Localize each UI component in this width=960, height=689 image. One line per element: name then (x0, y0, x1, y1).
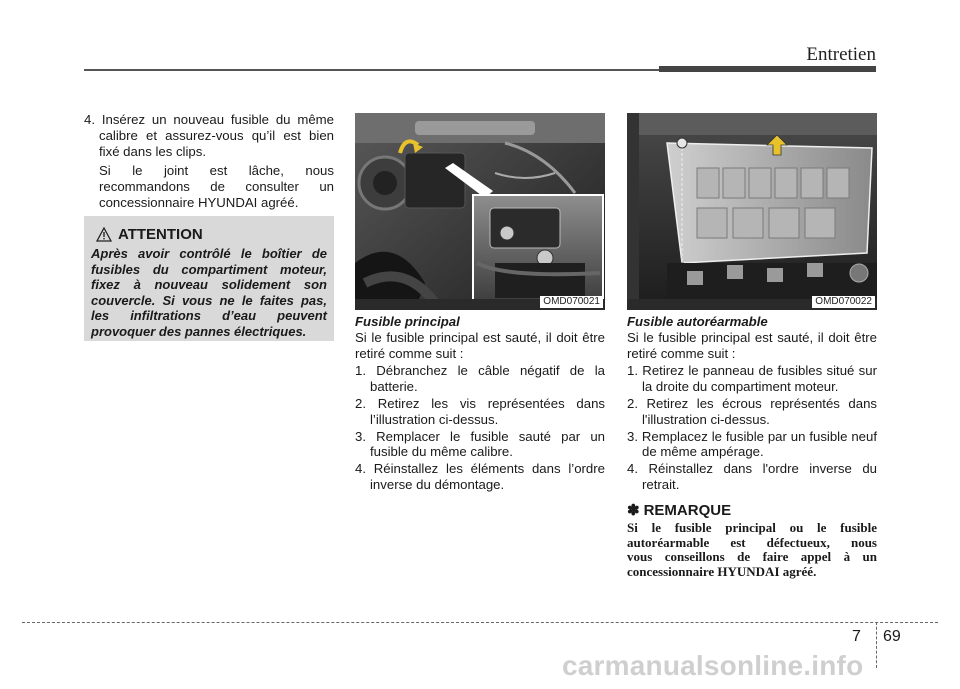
engine-bay-photo-main-fuse (355, 113, 605, 310)
attention-title: ATTENTION (118, 226, 203, 243)
self-resetting-fuse-step: 4. Réinstallez dans l'ordre inverse du retrait. (627, 461, 877, 492)
engine-bay-photo-fuse-panel (627, 113, 877, 310)
step-4-note: Si le joint est lâche, nous recommandons de consulter un concessionnaire HYUNDAI agréé. (99, 163, 334, 210)
attention-text (91, 246, 327, 339)
chapter-number: 7 (852, 628, 861, 645)
attention-header (96, 226, 203, 243)
attention-line: provoquer des pannes électriques. (91, 323, 307, 339)
attention-line: couvercle. Si vous ne le faites pas, (91, 292, 327, 308)
remarque-header (627, 501, 731, 519)
attention-line: fusibles du compartiment moteur, (91, 261, 327, 277)
self-resetting-fuse-step: 1. Retirez le panneau de fusibles situé sur la droite du compartiment moteur. (627, 363, 877, 395)
attention-box (84, 216, 334, 341)
section-title: Entretien (806, 44, 876, 65)
figure-caption: OMD070021 (540, 296, 603, 308)
main-fuse-step: 3. Remplacer le fusible sauté par un fusible du même calibre. (355, 428, 605, 460)
attention-line: fixez à nouveau solidement son (91, 277, 327, 292)
remarque-title: REMARQUE (643, 501, 732, 519)
remarque-symbol: ✽ (627, 502, 640, 519)
left-column (84, 112, 334, 211)
self-resetting-fuse-title: Fusible autoréarmable (627, 314, 768, 329)
main-fuse-step: 2. Retirez les vis représentées dans l’illustration ci-dessus. (355, 395, 605, 427)
self-resetting-fuse-step: 2. Retirez les écrous représentés dans l'illustration ci-dessus. (627, 395, 877, 427)
header-rule (84, 69, 664, 71)
self-resetting-fuse-section (627, 314, 877, 493)
attention-line: Après avoir contrôlé le boîtier de (91, 246, 327, 261)
remarque-line: autoréarmable est défectueux, nous (627, 534, 877, 550)
page-number: 69 (883, 628, 901, 645)
main-fuse-title: Fusible principal (355, 314, 460, 329)
main-fuse-step: 4. Réinstallez les éléments dans l’ordre inverse du démontage. (355, 461, 605, 492)
step-4-text: 4. Insérez un nouveau fusible du même calibre et assurez-vous qu’il est bien fixé dans les clips. (84, 112, 334, 159)
footer-divider (876, 622, 877, 668)
main-fuse-intro: Si le fusible principal est sauté, il doit être retiré comme suit : (355, 329, 605, 361)
header-rule-accent (659, 66, 876, 72)
fuse-panel-illustration (627, 113, 877, 310)
warning-triangle-icon (96, 227, 112, 242)
self-resetting-fuse-intro: Si le fusible principal est sauté, il doit être retiré comme suit : (627, 329, 877, 361)
self-resetting-fuse-step: 3. Remplacez le fusible par un fusible neuf de même ampérage. (627, 428, 877, 460)
main-fuse-step: 1. Débranchez le câble négatif de la batterie. (355, 363, 605, 395)
figure-caption: OMD070022 (812, 296, 875, 308)
watermark: carmanualsonline.info (562, 650, 864, 681)
footer-rule (22, 622, 938, 623)
remarque-text (627, 521, 877, 579)
remarque-line: concessionnaire HYUNDAI agréé. (627, 563, 817, 579)
engine-bay-illustration (355, 113, 605, 310)
remarque-line: Si le fusible principal ou le fusible (627, 520, 877, 535)
remarque-line: vous conseillons de faire appel à un (627, 549, 877, 565)
main-fuse-section (355, 314, 605, 493)
attention-line: les infiltrations d’eau peuvent (91, 308, 327, 323)
